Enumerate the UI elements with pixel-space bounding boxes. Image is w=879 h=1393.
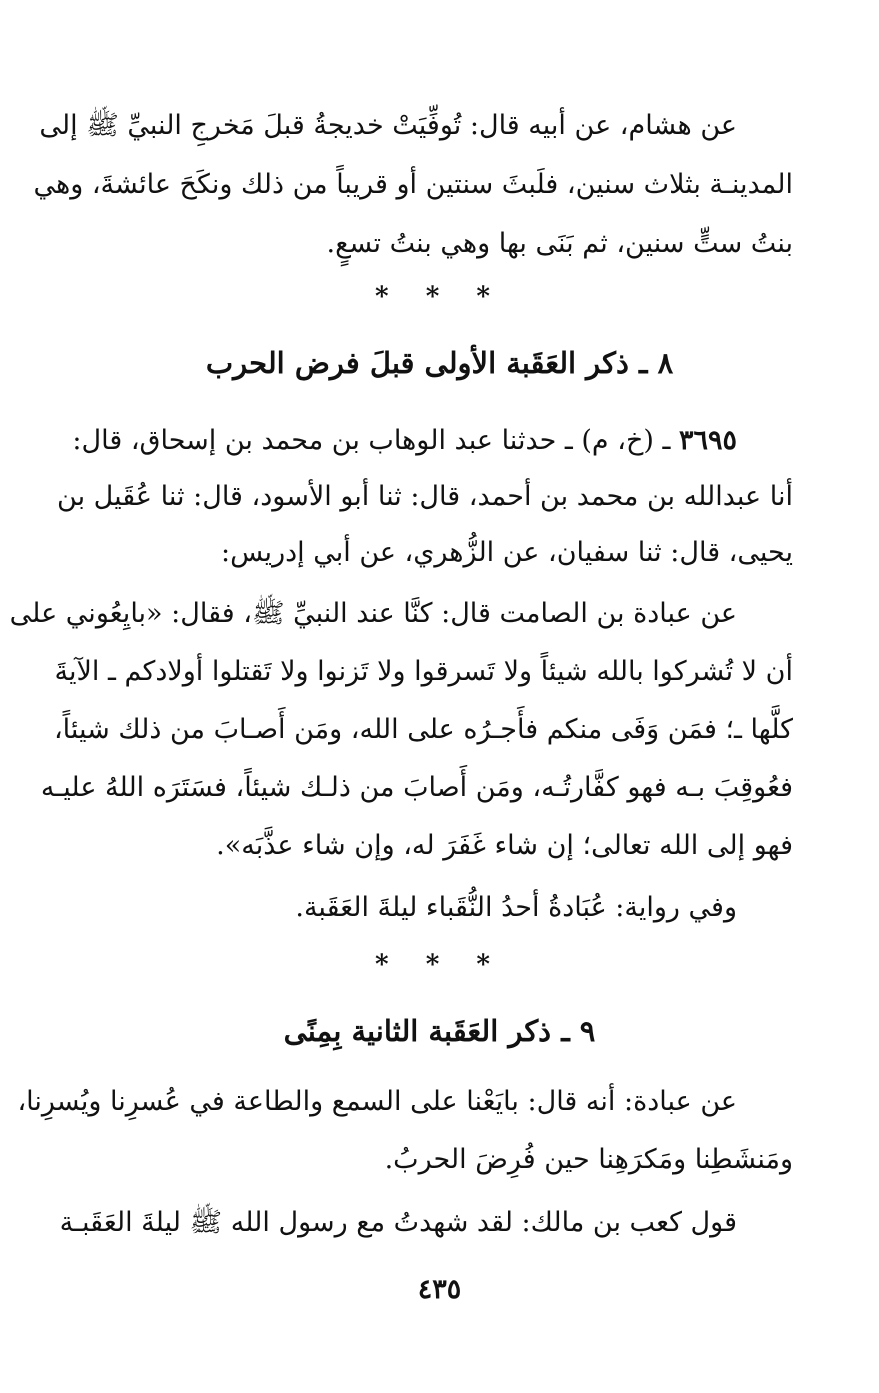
paragraph-line: بنتُ ستٍّ سنين، ثم بَنَى بها وهي بنتُ تسعٍ.: [326, 228, 793, 259]
chapter-heading-9: ٩ ـ ذكر العَقَبة الثانية بِمِنًى: [283, 1014, 596, 1048]
hadith-header-text: ـ (خ، م) ـ حدثنا عبد الوهاب بن محمد بن إسحاق، قال:: [72, 425, 679, 456]
hadith-header-line: [72, 411, 737, 471]
section-separator: * * *: [375, 950, 504, 980]
paragraph-line: عن عبادة: أنه قال: بايَعْنا على السمع والطاعة في عُسرِنا ويُسرِنا،: [17, 1086, 737, 1117]
paragraph-line: أنا عبدالله بن محمد بن أحمد، قال: ثنا أبو الأسود، قال: ثنا عُقَيل بن: [57, 481, 793, 512]
paragraph-line: قول كعب بن مالك: لقد شهدتُ مع رسول الله ﷺ ليلةَ العَقَبـة: [59, 1207, 737, 1238]
paragraph-line: المدينـة بثلاث سنين، فلَبثَ سنتين أو قريباً من ذلك ونكَحَ عائشةَ، وهي: [33, 169, 793, 200]
paragraph-line: فعُوقِبَ بـه فهو كفَّارتُـه، ومَن أَصابَ من ذلـك شيئاً، فسَتَرَه اللهُ عليـه: [40, 772, 793, 803]
hadith-number: ٣٦٩٥: [678, 425, 737, 456]
paragraph-line: عن هشام، عن أبيه قال: تُوفِّيَتْ خديجةُ قبلَ مَخرجِ النبيِّ ﷺ إلى: [39, 110, 737, 141]
paragraph-line: فهو إلى الله تعالى؛ إن شاء غَفَرَ له، وإن شاء عذَّبَه».: [216, 830, 793, 861]
paragraph-line: وفي رواية: عُبَادةُ أحدُ النُّقَباء ليلةَ العَقَبة.: [295, 892, 737, 923]
paragraph-line: ومَنشَطِنا ومَكرَهِنا حين فُرِضَ الحربُ.: [384, 1144, 793, 1175]
paragraph-line: يحيى، قال: ثنا سفيان، عن الزُّهري، عن أبي إدريس:: [221, 537, 793, 568]
paragraph-line: كلَّها ـ؛ فمَن وَفَى منكم فأَجـرُه على الله، ومَن أَصـابَ من ذلك شيئاً،: [53, 714, 793, 745]
paragraph-line: أن لا تُشركوا بالله شيئاً ولا تَسرقوا ولا تَزنوا ولا تَقتلوا أولادكم ـ الآيةَ: [54, 656, 793, 687]
chapter-heading-8: ٨ ـ ذكر العَقَبة الأولى قبلَ فرض الحرب: [205, 346, 674, 380]
paragraph-line: عن عبادة بن الصامت قال: كنَّا عند النبيِّ ﷺ، فقال: «بايِعُوني على: [9, 598, 737, 629]
section-separator: * * *: [375, 282, 504, 312]
page-number: ٤٣٥: [417, 1274, 462, 1305]
